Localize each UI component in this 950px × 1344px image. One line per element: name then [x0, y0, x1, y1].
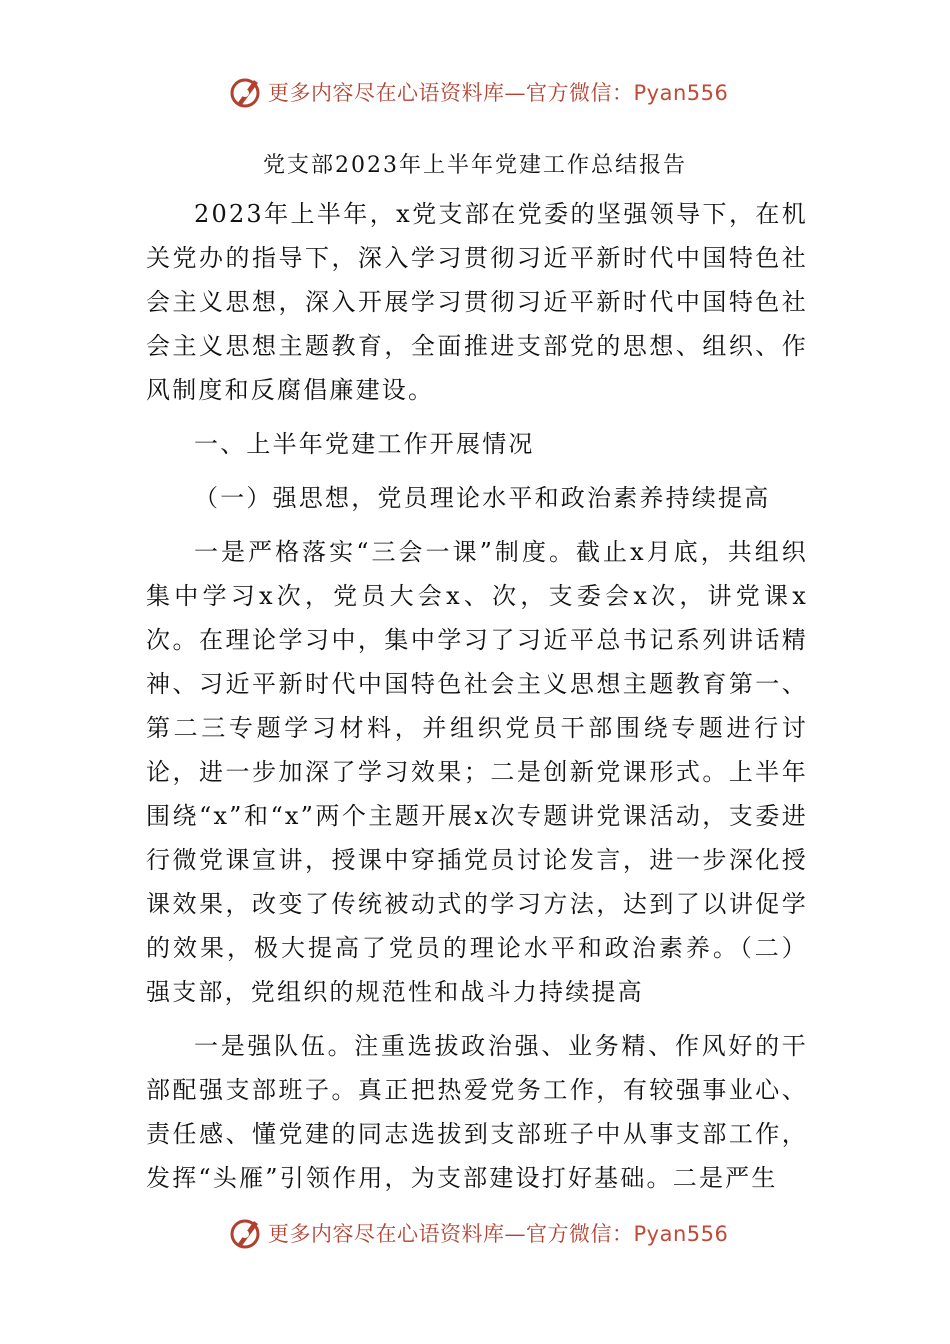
section-heading: 一、上半年党建工作开展情况 — [194, 430, 535, 458]
paragraph-team: 一是强队伍。注重选拔政治强、业务精、作风好的干部配强支部班子。真正把热爱党务工作，有较强事业心、责任感、懂党建的同志选拔到支部班子中从事支部工作，发挥“头雁”引领作用，为支部建设打好基础。二是严生 — [146, 1032, 808, 1192]
banner-separator: — — [504, 81, 526, 105]
banner-main-text: 更多内容尽在心语资料库 — [268, 81, 505, 105]
banner-wechat-id: Pyan556 — [633, 1222, 729, 1246]
banner-wechat-id: Pyan556 — [633, 81, 729, 105]
banner-main-text: 更多内容尽在心语资料库 — [268, 1222, 505, 1246]
subsection-heading: （一）强思想，党员理论水平和政治素养持续提高 — [194, 484, 771, 512]
banner-text — [268, 1218, 728, 1248]
header-banner — [228, 72, 748, 112]
footer-banner — [228, 1213, 748, 1253]
paragraph-study: 一是严格落实“三会一课”制度。截止x月底，共组织集中学习x次，党员大会x、次，支委会x次，讲党课x次。在理论学习中，集中学习了习近平总书记系列讲话精神、习近平新时代中国特色社会主义思想主题教育第一、第二三专题学习材料，并组织党员干部围绕专题进行讨论，进一步加深了学习效果；二是创新党课形式。上半年围绕“x”和“x”两个主题开展x次专题讲党课活动，支委进行微党课宣讲，授课中穿插党员讨论发言，进一步深化授课效果，改变了传统被动式的学习方法，达到了以讲促学的效果，极大提高了党员的理论水平和政治素养。（二）强支部，党组织的规范性和战斗力持续提高 — [146, 538, 808, 1006]
quill-logo-icon — [228, 74, 264, 110]
document-title: 党支部2023年上半年党建工作总结报告 — [263, 153, 687, 178]
banner-wechat-label: 官方微信： — [526, 1222, 634, 1246]
paragraph-intro: 2023年上半年，x党支部在党委的坚强领导下，在机关党办的指导下，深入学习贯彻习近平新时代中国特色社会主义思想，深入开展学习贯彻习近平新时代中国特色社会主义思想主题教育，全面推进支部党的思想、组织、作风制度和反腐倡廉建设。 — [146, 200, 808, 404]
banner-separator: — — [504, 1222, 526, 1246]
banner-text — [268, 77, 728, 107]
document-body — [146, 192, 808, 1200]
quill-logo-icon — [228, 1215, 264, 1251]
banner-wechat-label: 官方微信： — [526, 81, 634, 105]
